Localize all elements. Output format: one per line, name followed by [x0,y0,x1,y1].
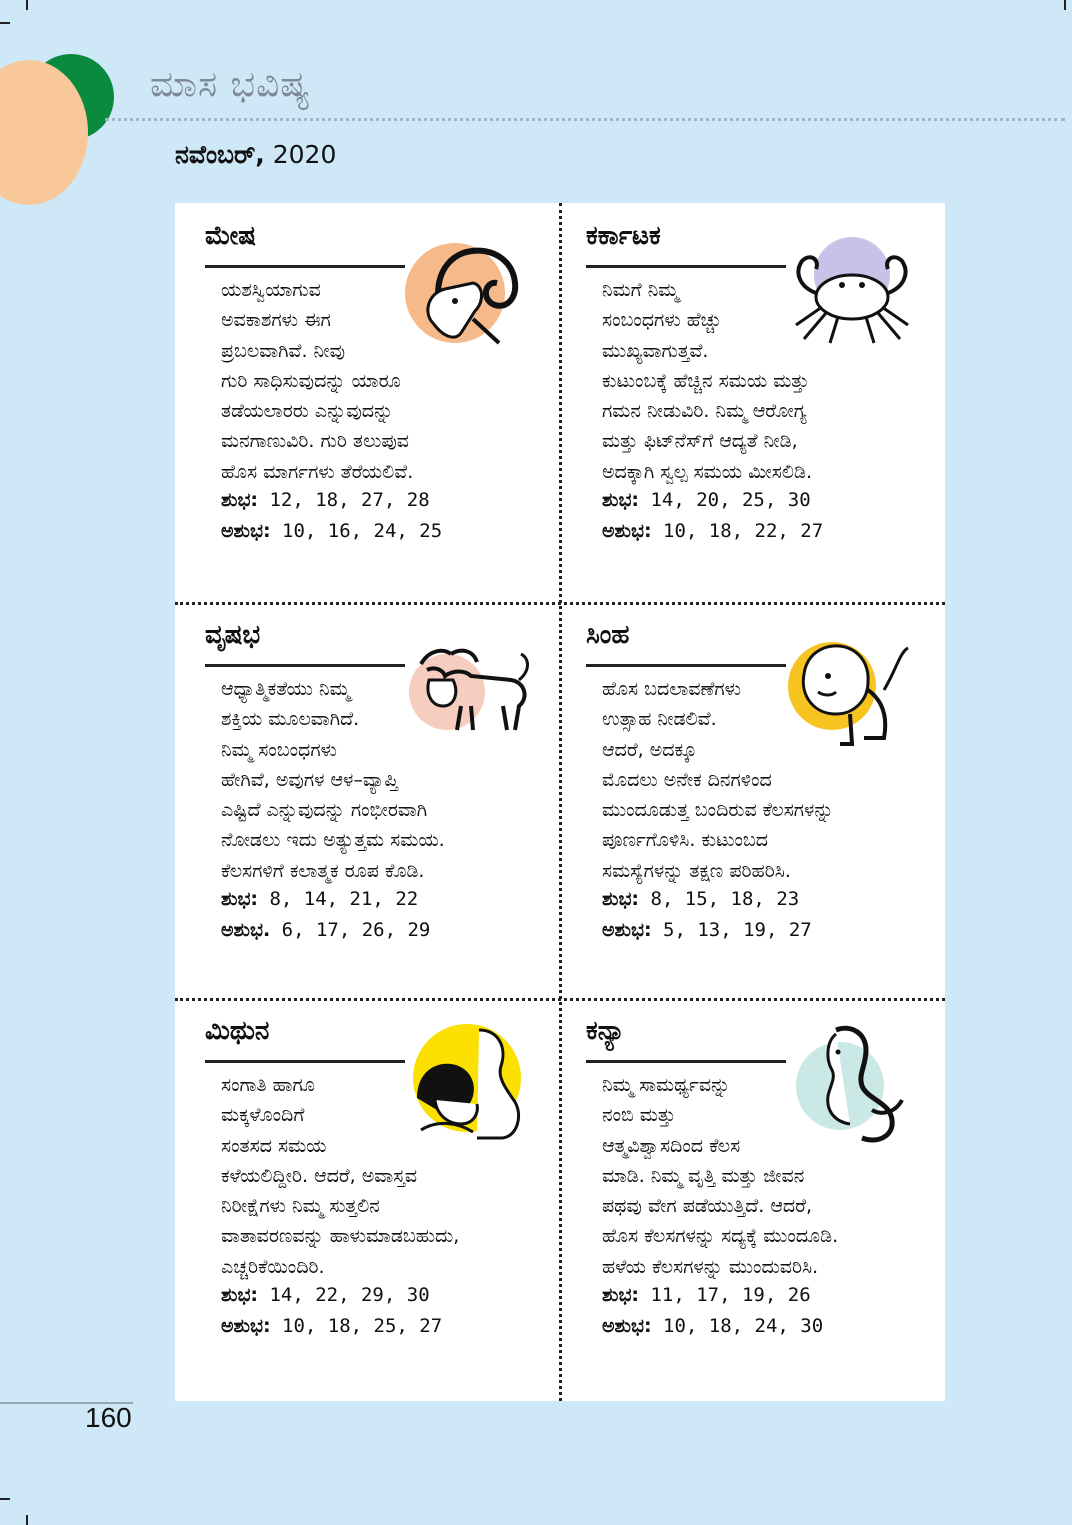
sign-card-vrushabha [175,602,535,997]
sign-description: ಹೊಸ ಬದಲಾವಣೆಗಳು ಉತ್ಸಾಹ ನೀಡಲಿವೆ. ಆದರೆ, ಅದಕ್ಕೂ ಮೊದಲು ಅನೇಕ ದಿನಗಳಿಂದ ಮುಂದೂಡುತ್ತ ಬಂದಿರುವ ಕೆಲಸಗಳನ್ನು ಪೂರ್ಣಗೊಳಿಸಿ. ಕುಟುಂಬದ ಸಮಸ್ಯೆಗಳನ್ನು ತಕ್ಷಣ ಪರಿಹರಿಸಿ. [602,678,834,882]
lucky-days: ಶುಭ: 8, 14, 21, 22 [221,888,419,910]
sign-name: ವೃಷಭ [205,620,261,650]
unlucky-days: ಅಶುಭ: 10, 16, 24, 25 [221,520,443,542]
sign-underline [205,1060,405,1063]
sign-underline [586,664,786,667]
sign-underline [205,265,405,268]
sign-name: ಕರ್ಕಾಟಕ [586,221,661,251]
lucky-days: ಶುಭ: 14, 20, 25, 30 [602,489,811,511]
unlucky-days: ಅಶುಭ: 10, 18, 24, 30 [602,1315,824,1337]
unlucky-days: ಅಶುಭ: 10, 18, 25, 27 [221,1315,443,1337]
lucky-days: ಶುಭ: 11, 17, 19, 26 [602,1284,811,1306]
lucky-days: ಶುಭ: 8, 15, 18, 23 [602,888,800,910]
sign-name: ಮಿಥುನ [205,1016,270,1046]
sign-description: ನಿಮ್ಮ ಸಾಮರ್ಥ್ಯವನ್ನು ನಂಬಿ ಮತ್ತು ಆತ್ಮವಿಶ್ವಾಸದಿಂದ ಕೆಲಸ ಮಾಡಿ. ನಿಮ್ಮ ವೃತ್ತಿ ಮತ್ತು ಜೀವನ ಪಥವು ವೇಗ ಪಡೆಯುತ್ತಿದೆ. ಆದರೆ, ಹೊಸ ಕೆಲಸಗಳನ್ನು ಸದ್ಯಕ್ಕೆ ಮುಂದೂಡಿ. ಹಳೆಯ ಕೆಲಸಗಳನ್ನು ಮುಂದುವರಿಸಿ. [602,1074,839,1278]
sign-name: ಕನ್ಯಾ [586,1016,625,1046]
subtitle-year: 2020 [272,140,337,169]
lucky-days: ಶುಭ: 12, 18, 27, 28 [221,489,430,511]
sign-card-karkataka [556,203,916,598]
sign-description: ಆಧ್ಯಾತ್ಮಿಕತೆಯು ನಿಮ್ಮ ಶಕ್ತಿಯ ಮೂಲವಾಗಿದೆ. ನಿಮ್ಮ ಸಂಬಂಧಗಳು ಹೇಗಿವೆ, ಅವುಗಳ ಆಳ–ವ್ಯಾಪ್ತಿ ಎಷ್ಟಿದೆ ಎನ್ನುವುದನ್ನು ಗಂಭೀರವಾಗಿ ನೋಡಲು ಇದು ಅತ್ಯುತ್ತಮ ಸಮಯ. ಕೆಲಸಗಳಿಗೆ ಕಲಾತ್ಮಕ ರೂಪ ಕೊಡಿ. [221,678,445,882]
header-divider [105,118,1065,121]
unlucky-days: ಅಶುಭ. 6, 17, 26, 29 [221,919,431,941]
lucky-days: ಶುಭ: 14, 22, 29, 30 [221,1284,430,1306]
subtitle-month: ನವೆಂಬರ್, [175,140,265,169]
sign-card-kanya [556,998,916,1393]
sign-description: ಸಂಗಾತಿ ಹಾಗೂ ಮಕ್ಕಳೊಂದಿಗೆ ಸಂತಸದ ಸಮಯ ಕಳೆಯಲಿದ್ದೀರಿ. ಆದರೆ, ಅವಾಸ್ತವ ನಿರೀಕ್ಷೆಗಳು ನಿಮ್ಮ ಸುತ್ತಲಿನ ವಾತಾವರಣವನ್ನು ಹಾಳುಮಾಡಬಹುದು, ಎಚ್ಚರಿಕೆಯಿಂದಿರಿ. [221,1074,460,1278]
unlucky-days: ಅಶುಭ: 10, 18, 22, 27 [602,520,824,542]
crop-mark [0,22,10,24]
crop-mark [1064,0,1066,10]
sign-underline [586,1060,786,1063]
sign-card-mithuna [175,998,535,1393]
sign-underline [205,664,405,667]
page-subtitle [175,140,336,170]
unlucky-days: ಅಶುಭ: 5, 13, 19, 27 [602,919,812,941]
sign-card-simha [556,602,916,997]
crop-mark [26,1515,28,1525]
sign-description: ನಿಮಗೆ ನಿಮ್ಮ ಸಂಬಂಧಗಳು ಹೆಚ್ಚು ಮುಖ್ಯವಾಗುತ್ತವೆ. ಕುಟುಂಬಕ್ಕೆ ಹೆಚ್ಚಿನ ಸಮಯ ಮತ್ತು ಗಮನ ನೀಡುವಿರಿ. ನಿಮ್ಮ ಆರೋಗ್ಯ ಮತ್ತು ಫಿಟ್‌ನೆಸ್‌ಗೆ ಆದ್ಯತೆ ನೀಡಿ, ಅದಕ್ಕಾಗಿ ಸ್ವಲ್ಪ ಸಮಯ ಮೀಸಲಿಡಿ. [602,279,812,483]
page-number: 160 [85,1402,132,1433]
page-header-title: ಮಾಸ ಭವಿಷ್ಯ [150,64,311,105]
sign-name: ಮೇಷ [205,221,256,251]
crop-mark [26,0,28,10]
sign-underline [586,265,786,268]
sign-description: ಯಶಸ್ವಿಯಾಗುವ ಅವಕಾಶಗಳು ಈಗ ಪ್ರಬಲವಾಗಿವೆ. ನೀವು ಗುರಿ ಸಾಧಿಸುವುದನ್ನು ಯಾರೂ ತಡೆಯಲಾರರು ಎನ್ನುವುದನ್ನು ಮನಗಾಣುವಿರಿ. ಗುರಿ ತಲುಪುವ ಹೊಸ ಮಾರ್ಗಗಳು ತೆರೆಯಲಿವೆ. [221,279,414,483]
sign-name: ಸಿಂಹ [586,620,630,650]
crop-mark [0,1498,10,1500]
horoscope-panel [175,203,945,1401]
sign-card-mesha [175,203,535,598]
